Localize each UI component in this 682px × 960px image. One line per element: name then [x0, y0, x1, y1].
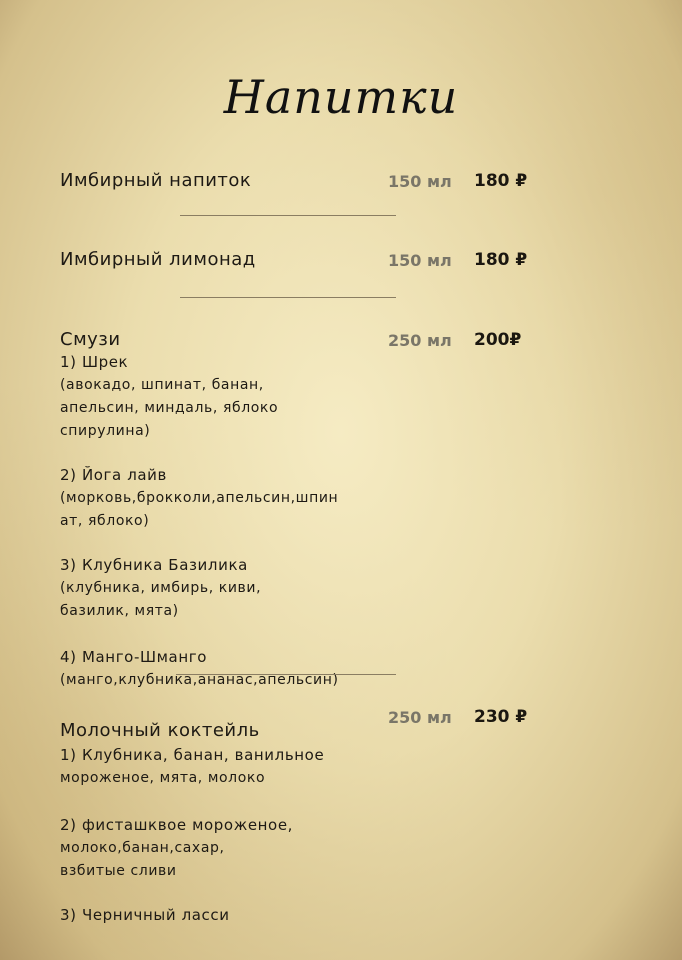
- option-line: 2) фисташквое мороженое,: [60, 816, 294, 834]
- milkshake-option: [60, 814, 293, 883]
- item-price: 200₽: [474, 330, 522, 350]
- option-desc: спирулина): [60, 423, 151, 439]
- item-volume: 150 мл: [388, 172, 452, 191]
- item-name: Имбирный лимонад: [60, 249, 256, 270]
- option-desc: ат, яблоко): [60, 513, 150, 529]
- option-name: 1) Шрек: [60, 353, 129, 371]
- option-name: 2) Йога лайв: [60, 466, 167, 484]
- menu-item-milkshake: [60, 720, 540, 741]
- option-line: 3) Черничный ласси: [60, 906, 230, 924]
- divider: [176, 674, 396, 675]
- item-volume: 250 мл: [388, 708, 452, 727]
- smoothie-option: [60, 351, 278, 443]
- option-line: 1) Клубника, банан, ванильное: [60, 746, 325, 764]
- divider: [180, 297, 396, 298]
- smoothie-option: [60, 464, 338, 533]
- milkshake-option: [60, 904, 230, 927]
- option-name: 3) Клубника Базилика: [60, 556, 248, 574]
- item-name: Имбирный напиток: [60, 170, 252, 191]
- option-line: молоко,банан,сахар,: [60, 840, 225, 856]
- option-line: мороженое, мята, молоко: [60, 770, 266, 786]
- item-price: 180 ₽: [474, 250, 528, 270]
- smoothie-option: [60, 646, 339, 692]
- option-desc: (морковь,брокколи,апельсин,шпин: [60, 490, 339, 506]
- option-desc: (манго,клубника,ананас,апельсин): [60, 672, 339, 688]
- option-desc: базилик, мята): [60, 603, 179, 619]
- divider: [180, 215, 396, 216]
- menu-title: Напитки: [223, 70, 459, 124]
- menu-item-smoothie: [60, 329, 540, 350]
- item-price: 180 ₽: [474, 171, 528, 191]
- menu-item-ginger-drink: [60, 170, 540, 191]
- smoothie-option: [60, 554, 261, 623]
- option-desc: (клубника, имбирь, киви,: [60, 580, 262, 596]
- item-volume: 250 мл: [388, 331, 452, 350]
- option-line: взбитые сливи: [60, 863, 177, 879]
- item-price: 230 ₽: [474, 707, 528, 727]
- milkshake-option: [60, 744, 324, 790]
- option-name: 4) Манго-Шманго: [60, 648, 207, 666]
- item-name: Молочный коктейль: [60, 720, 260, 741]
- option-desc: апельсин, миндаль, яблоко: [60, 400, 279, 416]
- item-volume: 150 мл: [388, 251, 452, 270]
- item-name: Смузи: [60, 329, 121, 350]
- option-desc: (авокадо, шпинат, банан,: [60, 377, 264, 393]
- menu-item-ginger-lemonade: [60, 249, 540, 270]
